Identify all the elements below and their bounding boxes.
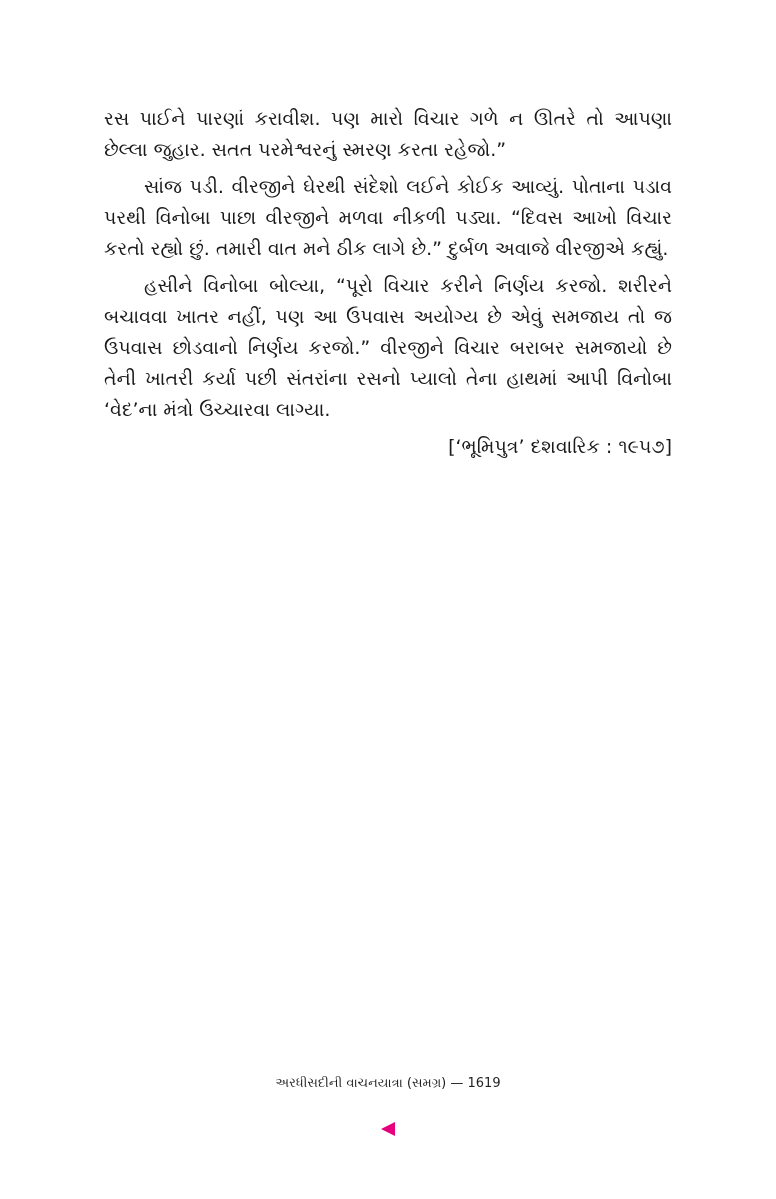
paragraph-3: હસીને વિનોબા બોલ્યા, “પૂરો વિચાર કરીને નિર્ણય કરજો. શરીરને બચાવવા ખાતર નહીં, પણ આ ઉપવાસ અયોગ્ય છે એવું સમજાય તો જ ઉપવાસ છોડવાનો નિર્ણય કરજો.” વીરજીને વિચાર બરાબર સમજાયો છે તેની ખાતરી કર્યા પછી સંતરાંના રસનો પ્યાલો તેના હાથમાં આપી વિનોબા ‘વેદ’ના મંત્રો ઉચ્ચારવા લાગ્યા. [104,275,672,421]
paragraph-1: રસ પાઈને પારણાં કરાવીશ. પણ મારો વિચાર ગળે ન ઊતરે તો આપણા છેલ્લા જુહાર. સતત પરમેશ્વરનું સ્મરણ કરતા રહેજો.” [104,108,672,161]
source-citation: [‘ભૂમિપુત્ર’ દશવારિક : ૧૯૫૭] [448,436,672,458]
paragraph-2: સાંજ પડી. વીરજીને ઘેરથી સંદેશો લઈને કોઈક આવ્યું. પોતાના પડાવ પરથી વિનોબા પાછા વીરજીને મળવા નીકળી પડ્યા. “દિવસ આખો વિચાર કરતો રહ્યો છું. તમારી વાત મને ઠીક લાગે છે.” દુર્બળ અવાજે વીરજીએ કહ્યું. [104,176,672,260]
page-body [104,104,672,463]
left-triangle-icon[interactable] [381,1122,395,1136]
page-footer: અરધીસદીની વાચનયાત્રા (સમગ્ર) — 1619 [275,1076,501,1091]
